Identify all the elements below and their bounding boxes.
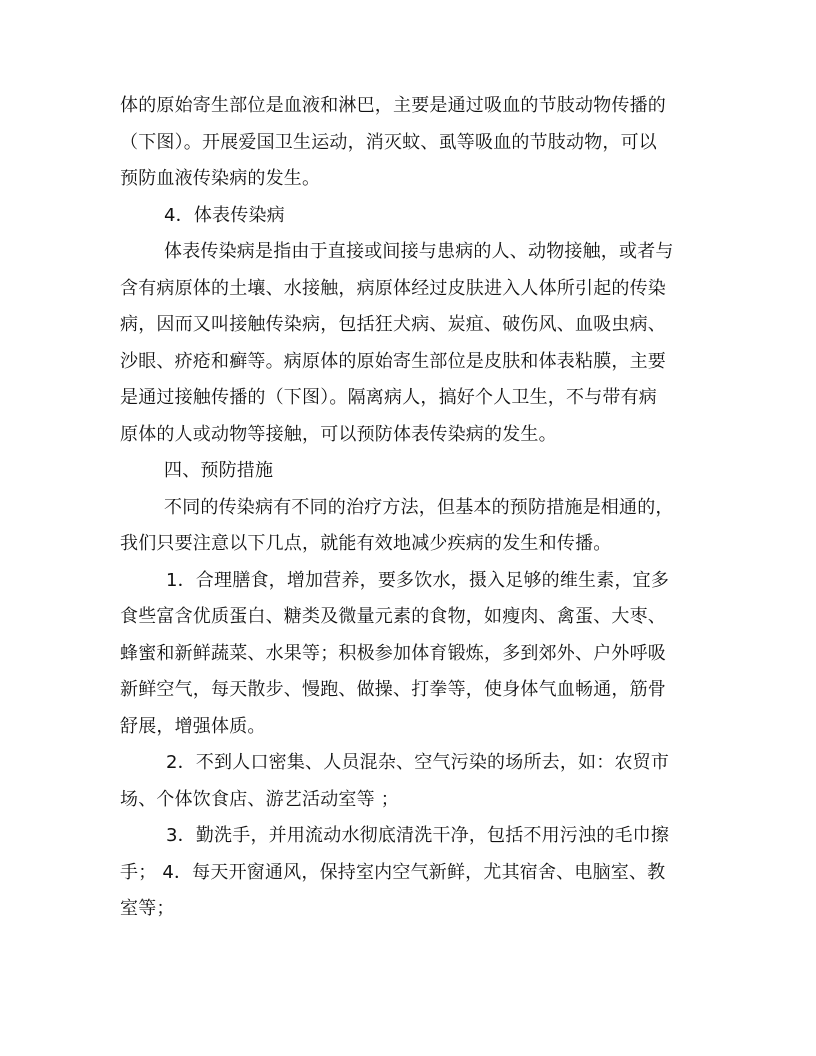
document-page [120,88,700,928]
text-line: 场、个体饮食店、游艺活动室等 ； [120,788,399,810]
text-line: （下图）。开展爱国卫生运动，消灭蚊、虱等吸血的节肢动物，可以 [120,131,657,153]
text-line: 手； 4．每天开窗通风，保持室内空气新鲜，尤其宿舍、电脑室、教 [120,861,666,883]
text-line: 是通过接触传播的（下图）。隔离病人，搞好个人卫生，不与带有病 [120,387,657,408]
text-line: 体的原始寄生部位是血液和淋巴，主要是通过吸血的节肢动物传播的 [120,95,666,116]
text-line: 体表传染病是指由于直接或间接与患病的人、动物接触，或者与 [164,241,674,262]
text-line: 新鲜空气，每天散步、慢跑、做操、打拳等，使身体气血畅通，筋骨 [120,679,666,700]
text-line: 食些富含优质蛋白、糖类及微量元素的食物，如瘦肉、禽蛋、大枣、 [120,606,666,627]
text-line: 蜂蜜和新鲜蔬菜、水果等；积极参加体育锻炼，多到郊外、户外呼吸 [120,642,666,664]
text-line: 我们只要注意以下几点，就能有效地减少疾病的发生和传播。 [120,533,612,554]
list-item: 1．合理膳食，增加营养，要多饮水，摄入足够的维生素，宜多 [166,569,670,591]
text-line: 室等； [120,898,175,919]
list-item: 2．不到人口密集、人员混杂、空气污染的场所去，如：农贸市 [166,752,670,773]
text-line: 舒展，增强体质。 [120,715,266,737]
list-item: 3．勤洗手，并用流动水彻底清洗干净，包括不用污浊的毛巾擦 [166,825,670,846]
text-line: 不同的传染病有不同的治疗方法，但基本的预防措施是相通的， [164,496,674,518]
section-heading: 四、预防措施 [164,460,274,481]
text-line: 含有病原体的土壤、水接触，病原体经过皮肤进入人体所引起的传染 [120,277,666,299]
text-line: 病，因而又叫接触传染病，包括狂犬病、炭疽、破伤风、血吸虫病、 [120,314,666,335]
text-line: 沙眼、疥疮和癣等。病原体的原始寄生部位是皮肤和体表粘膜，主要 [120,350,666,372]
text-line: 预防血液传染病的发生。 [120,168,321,189]
text-line: 原体的人或动物等接触，可以预防体表传染病的发生。 [120,423,557,445]
section-heading: 4．体表传染病 [164,204,285,226]
